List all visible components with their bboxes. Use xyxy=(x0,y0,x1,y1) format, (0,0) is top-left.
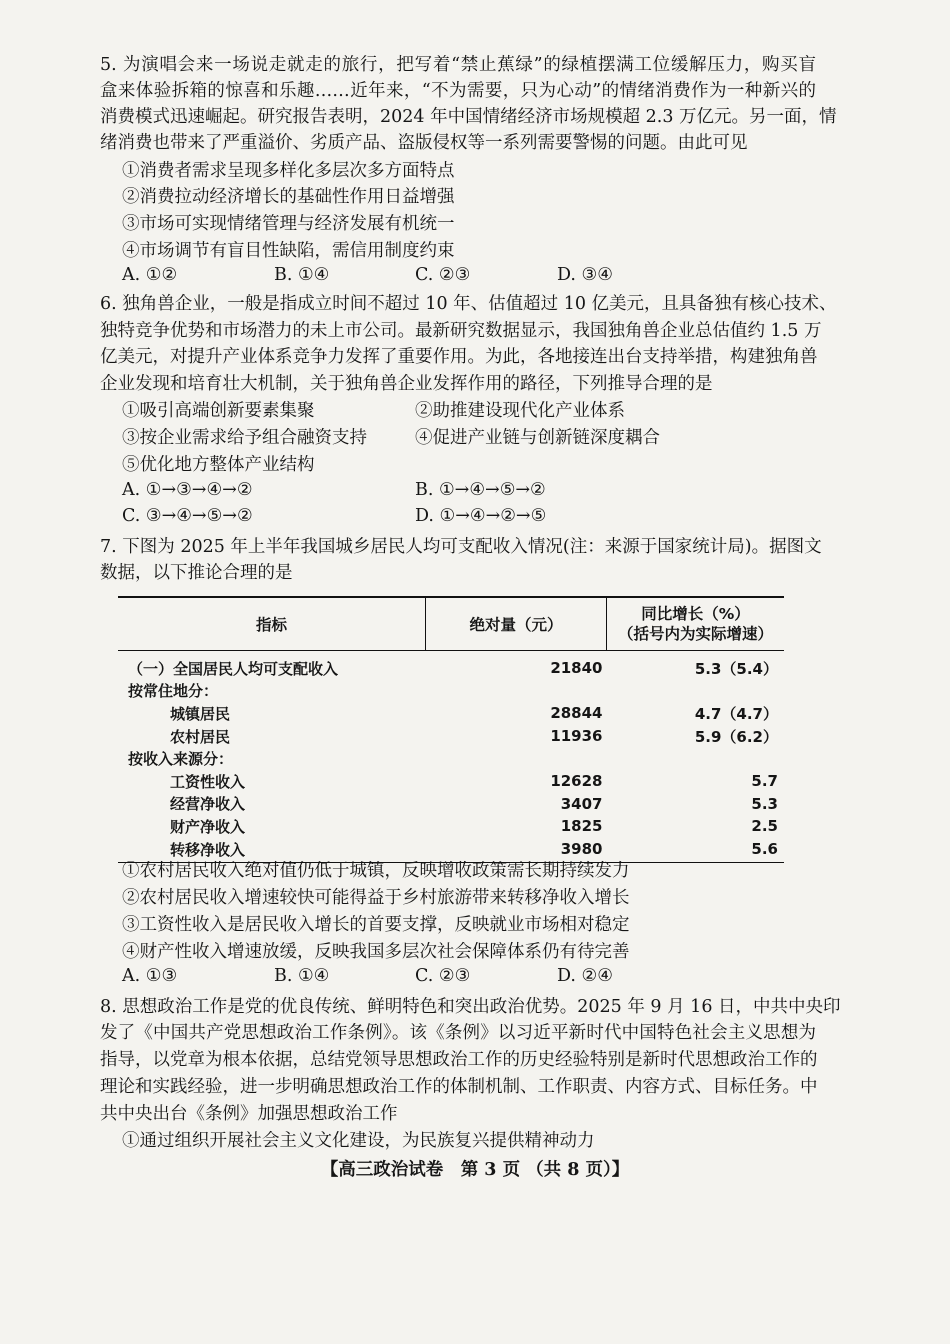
row-label: 农村居民 xyxy=(170,727,231,746)
q5-answer-d: D. ③④ xyxy=(557,265,613,285)
q8-stem-line-1: 8. 思想政治工作是党的优良传统、鲜明特色和突出政治优势。2025 年 9 月 16 日，中共中央印 xyxy=(100,997,841,1017)
q6-option-5: ⑤优化地方整体产业结构 xyxy=(122,455,315,475)
table-row xyxy=(118,725,784,748)
q7-option-3: ③工资性收入是居民收入增长的首要支撑，反映就业市场相对稳定 xyxy=(122,915,630,935)
income-table xyxy=(118,596,784,863)
q5-option-4: ④市场调节有盲目性缺陷，需信用制度约束 xyxy=(122,241,455,261)
row-growth: 5.7 xyxy=(751,772,778,791)
q7-option-4: ④财产性收入增速放缓，反映我国多层次社会保障体系仍有待完善 xyxy=(122,942,630,962)
row-value: 12628 xyxy=(550,772,603,791)
table-header-row xyxy=(118,597,784,651)
row-label: 城镇居民 xyxy=(170,704,231,723)
row-label: （一）全国居民人均可支配收入 xyxy=(128,659,339,678)
q8-option-1: ①通过组织开展社会主义文化建设，为民族复兴提供精神动力 xyxy=(122,1131,595,1151)
q7-option-1: ①农村居民收入绝对值仍低于城镇，反映增收政策需长期持续发力 xyxy=(122,861,630,881)
row-value: 21840 xyxy=(550,659,603,678)
q7-answer-a: A. ①③ xyxy=(122,966,178,986)
table-row xyxy=(118,702,784,725)
q5-answer-a: A. ①② xyxy=(122,265,178,285)
row-label: 转移净收入 xyxy=(118,838,426,863)
row-growth xyxy=(607,680,785,703)
q6-option-3: ③按企业需求给予组合融资支持 xyxy=(122,428,367,448)
q8-stem-line-2: 发了《中国共产党思想政治工作条例》。该《条例》以习近平新时代中国特色社会主义思想为 xyxy=(100,1023,816,1043)
q6-answer-a: A. ①→③→④→② xyxy=(122,480,253,500)
q8-stem-line-5: 共中央出台《条例》加强思想政治工作 xyxy=(100,1104,398,1124)
row-value: 28844 xyxy=(550,704,603,723)
q5-option-2: ②消费拉动经济增长的基础性作用日益增强 xyxy=(122,187,455,207)
table-row xyxy=(118,680,784,703)
q5-stem-line-2: 盒来体验拆箱的惊喜和乐趣……近年来，“不为需要，只为心动”的情绪消费作为一种新兴的 xyxy=(100,81,816,101)
q6-stem-line-4: 企业发现和培育壮大机制，关于独角兽企业发挥作用的路径，下列推导合理的是 xyxy=(100,374,713,394)
row-value: 1825 xyxy=(560,817,603,836)
row-growth: 5.6 xyxy=(607,838,785,863)
header-indicator: 指标 xyxy=(118,597,426,651)
table-row xyxy=(118,651,784,680)
q7-answer-d: D. ②④ xyxy=(557,966,613,986)
row-value xyxy=(426,747,607,770)
q7-answer-c: C. ②③ xyxy=(415,966,471,986)
q5-stem-line-3: 消费模式迅速崛起。研究报告表明，2024 年中国情绪经济市场规模超 2.3 万亿元。另一面，情 xyxy=(100,107,837,127)
q5-option-3: ③市场可实现情绪管理与经济发展有机统一 xyxy=(122,214,455,234)
q7-stem-line-1: 7. 下图为 2025 年上半年我国城乡居民人均可支配收入情况(注：来源于国家统计局)。据图文 xyxy=(100,537,822,557)
page-footer: 【高三政治试卷 第 3 页 （共 8 页）】 xyxy=(320,1160,630,1180)
row-label: 按收入来源分： xyxy=(128,750,234,769)
q5-stem-line-4: 绪消费也带来了严重溢价、劣质产品、盗版侵权等一系列需要警惕的问题。由此可见 xyxy=(100,133,748,153)
row-growth: 5.9（6.2） xyxy=(694,727,778,746)
table-row xyxy=(118,747,784,770)
row-growth: 5.3（5.4） xyxy=(694,659,778,678)
row-label: 财产净收入 xyxy=(170,817,246,836)
row-label: 经营净收入 xyxy=(170,795,246,814)
row-value: 11936 xyxy=(550,727,603,746)
row-growth: 2.5 xyxy=(751,817,778,836)
q6-option-2: ②助推建设现代化产业体系 xyxy=(415,401,625,421)
q8-stem-line-3: 指导，以党章为根本依据，总结党领导思想政治工作的历史经验特别是新时代思想政治工作的 xyxy=(100,1050,818,1070)
row-label: 按常住地分： xyxy=(128,682,219,701)
row-value: 3980 xyxy=(426,838,607,863)
q6-option-4: ④促进产业链与创新链深度耦合 xyxy=(415,428,660,448)
table-row xyxy=(118,770,784,793)
row-label: 工资性收入 xyxy=(170,772,246,791)
q7-answer-b: B. ①④ xyxy=(274,966,330,986)
q7-option-2: ②农村居民收入增速较快可能得益于乡村旅游带来转移净收入增长 xyxy=(122,888,630,908)
q5-answer-b: B. ①④ xyxy=(274,265,330,285)
q5-option-1: ①消费者需求呈现多样化多层次多方面特点 xyxy=(122,161,455,181)
q6-answer-c: C. ③→④→⑤→② xyxy=(122,506,253,526)
q6-stem-line-2: 独特竞争优势和市场潜力的未上市公司。最新研究数据显示，我国独角兽企业总估值约 1.5 万 xyxy=(100,321,822,341)
q6-stem-line-1: 6. 独角兽企业，一般是指成立时间不超过 10 年、估值超过 10 亿美元，且具备独有核心技术、 xyxy=(100,294,837,314)
q6-option-1: ①吸引高端创新要素集聚 xyxy=(122,401,315,421)
row-growth xyxy=(607,747,785,770)
q6-answer-b: B. ①→④→⑤→② xyxy=(415,480,546,500)
q5-stem-line-1: 5. 为演唱会来一场说走就走的旅行，把写着“禁止蕉绿”的绿植摆满工位缓解压力，购买盲 xyxy=(100,55,816,75)
q5-answer-c: C. ②③ xyxy=(415,265,471,285)
header-absolute: 绝对量（元） xyxy=(426,597,607,651)
header-growth-line-2: （括号内为实际增速） xyxy=(617,625,773,643)
table-row xyxy=(118,793,784,816)
row-value: 3407 xyxy=(560,794,603,813)
q8-stem-line-4: 理论和实践经验，进一步明确思想政治工作的体制机制、工作职责、内容方式、目标任务。中 xyxy=(100,1077,818,1097)
table-row xyxy=(118,815,784,838)
header-growth xyxy=(607,597,785,651)
header-growth-line-1: 同比增长（%） xyxy=(641,605,750,623)
q6-stem-line-3: 亿美元，对提升产业体系竞争力发挥了重要作用。为此，各地接连出台支持举措，构建独角兽 xyxy=(100,347,818,367)
row-value xyxy=(426,680,607,703)
q6-answer-d: D. ①→④→②→⑤ xyxy=(415,506,547,526)
row-growth: 5.3 xyxy=(751,794,778,813)
row-growth: 4.7（4.7） xyxy=(694,704,778,723)
q7-stem-line-2: 数据，以下推论合理的是 xyxy=(100,563,293,583)
